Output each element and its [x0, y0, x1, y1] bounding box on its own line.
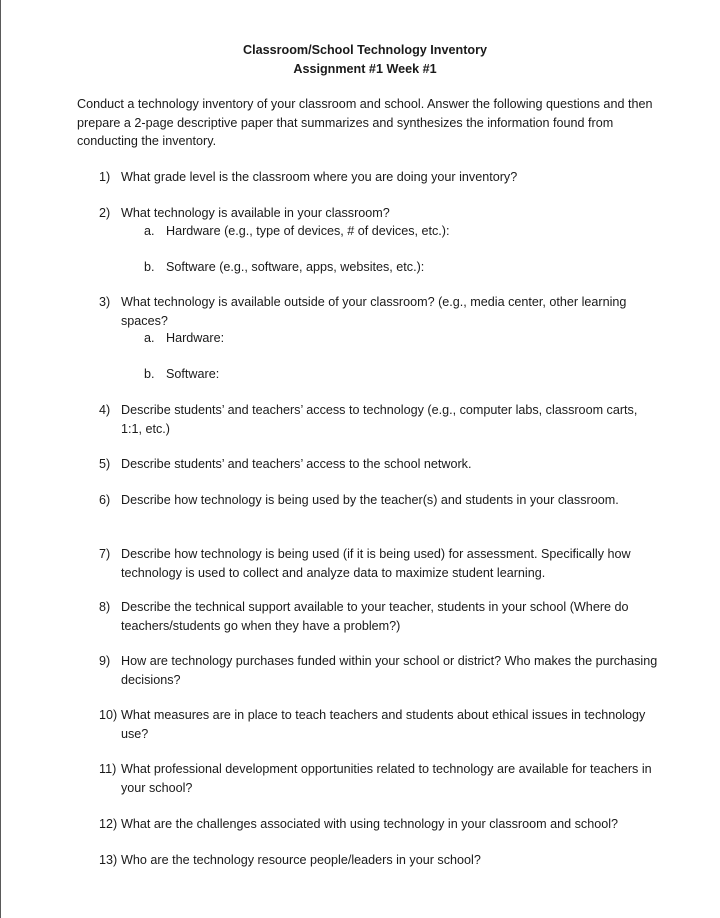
sub-text: Software:	[166, 367, 220, 381]
question-number: 13)	[99, 853, 118, 867]
question-text: What technology is available outside of your classroom? (e.g., media center, other learning spaces?	[121, 295, 627, 328]
question-number: 11)	[99, 762, 117, 776]
question-8	[99, 598, 659, 635]
question-number: 3)	[99, 295, 111, 309]
question-number: 4)	[99, 403, 111, 417]
question-9	[99, 652, 659, 689]
question-2-sub-a	[144, 222, 644, 241]
sub-letter: b.	[144, 260, 155, 274]
question-7	[99, 545, 659, 582]
sub-letter: a.	[144, 224, 155, 238]
question-text: What are the challenges associated with using technology in your classroom and school?	[121, 817, 619, 831]
question-text: Describe students’ and teachers’ access to technology (e.g., computer labs, classroom carts, 1:1, etc.)	[121, 403, 638, 436]
question-text: How are technology purchases funded within your school or district? Who makes the purchasing decisions?	[121, 654, 658, 687]
question-number: 10)	[99, 708, 118, 722]
question-text: What technology is available in your classroom?	[121, 206, 390, 220]
question-text: What measures are in place to teach teachers and students about ethical issues in technology use?	[121, 708, 646, 741]
question-6	[99, 491, 659, 510]
question-number: 8)	[99, 600, 111, 614]
question-3-sub-b	[144, 365, 644, 384]
question-5	[99, 455, 659, 474]
question-1	[99, 168, 659, 187]
question-2-sub-b	[144, 258, 644, 277]
question-number: 2)	[99, 206, 111, 220]
intro-paragraph: Conduct a technology inventory of your classroom and school. Answer the following questions and then prepare a 2-page descriptive paper that summarizes and synthesizes the information found from conducting the inventory.	[77, 97, 653, 148]
sub-letter: a.	[144, 331, 155, 345]
question-number: 7)	[99, 547, 111, 561]
question-number: 12)	[99, 817, 118, 831]
question-10	[99, 706, 659, 743]
question-3	[99, 293, 659, 330]
question-text: Describe how technology is being used by the teacher(s) and students in your classroom.	[121, 493, 619, 507]
sub-text: Hardware (e.g., type of devices, # of devices, etc.):	[166, 224, 450, 238]
question-text: Describe students’ and teachers’ access to the school network.	[121, 457, 472, 471]
question-number: 6)	[99, 493, 111, 507]
question-4	[99, 401, 659, 438]
question-text: Describe the technical support available to your teacher, students in your school (Where do teachers/students go when they have a problem?)	[121, 600, 629, 633]
question-13	[99, 851, 659, 870]
question-text: Who are the technology resource people/leaders in your school?	[121, 853, 481, 867]
question-3-sub-a	[144, 329, 644, 348]
sub-text: Hardware:	[166, 331, 225, 345]
question-number: 9)	[99, 654, 111, 668]
question-number: 5)	[99, 457, 111, 471]
document-subtitle: Assignment #1 Week #1	[293, 61, 437, 76]
question-2	[99, 204, 659, 223]
title-block	[1, 41, 720, 78]
question-12	[99, 815, 659, 834]
question-text: What professional development opportunities related to technology are available for teachers in your school?	[121, 762, 652, 795]
sub-letter: b.	[144, 367, 155, 381]
sub-text: Software (e.g., software, apps, websites, etc.):	[166, 260, 425, 274]
question-text: What grade level is the classroom where you are doing your inventory?	[121, 170, 518, 184]
question-number: 1)	[99, 170, 111, 184]
question-11	[99, 760, 659, 797]
document-title: Classroom/School Technology Inventory	[243, 43, 487, 57]
question-text: Describe how technology is being used (if it is being used) for assessment. Specifically how technology is used to collect and analyze data to maximize student learning.	[121, 547, 631, 580]
